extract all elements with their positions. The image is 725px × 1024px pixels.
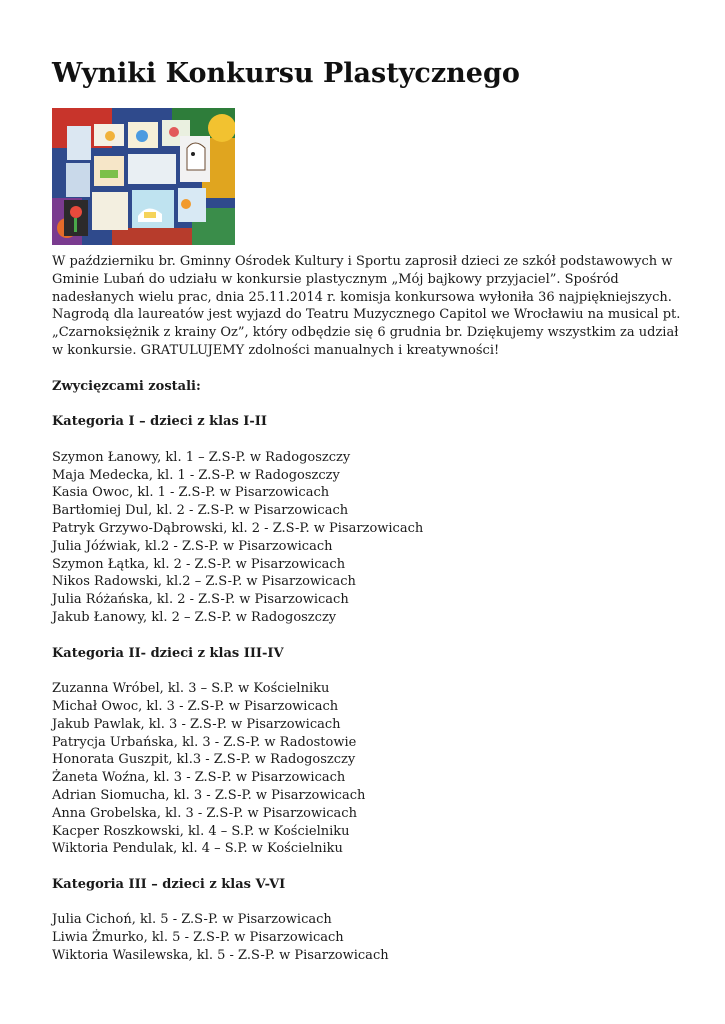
list-item: Szymon Łanowy, kl. 1 – Z.S-P. w Radogoszczy xyxy=(52,449,351,465)
list-item: Maja Medecka, kl. 1 - Z.S-P. w Radogoszczy xyxy=(52,467,340,483)
list-item: Nikos Radowski, kl.2 – Z.S-P. w Pisarzowicach xyxy=(52,574,356,590)
list-item: Julia Różańska, kl. 2 - Z.S-P. w Pisarzowicach xyxy=(52,592,349,608)
winners-list xyxy=(52,449,682,627)
list-item: Michał Owoc, kl. 3 - Z.S-P. w Pisarzowicach xyxy=(52,698,339,714)
category-heading: Kategoria I – dzieci z klas I-II xyxy=(52,414,267,430)
list-item: Szymon Łątka, kl. 2 - Z.S-P. w Pisarzowicach xyxy=(52,556,346,572)
winners-list xyxy=(52,680,682,858)
category-heading: Kategoria III – dzieci z klas V-VI xyxy=(52,876,286,892)
page-title: Wyniki Konkursu Plastycznego xyxy=(52,58,520,89)
list-item: Zuzanna Wróbel, kl. 3 – S.P. w Kościelniku xyxy=(52,681,330,697)
list-item: Wiktoria Pendulak, kl. 4 – S.P. w Kościelniku xyxy=(52,841,343,857)
artwork-photo-image xyxy=(52,108,235,245)
list-item: Liwia Żmurko, kl. 5 - Z.S-P. w Pisarzowicach xyxy=(52,930,344,946)
list-item: Julia Jóźwiak, kl.2 - Z.S-P. w Pisarzowicach xyxy=(52,538,333,554)
list-item: Patryk Grzywo-Dąbrowski, kl. 2 - Z.S-P. w Pisarzowicach xyxy=(52,520,424,536)
list-item: Anna Grobelska, kl. 3 - Z.S-P. w Pisarzowicach xyxy=(52,805,357,821)
artwork-photo xyxy=(52,108,235,245)
list-item: Bartłomiej Dul, kl. 2 - Z.S-P. w Pisarzowicach xyxy=(52,503,349,519)
winners-list xyxy=(52,911,682,964)
list-item: Honorata Guszpit, kl.3 - Z.S-P. w Radogoszczy xyxy=(52,752,356,768)
list-item: Żaneta Woźna, kl. 3 - Z.S-P. w Pisarzowicach xyxy=(52,770,346,786)
list-item: Kasia Owoc, kl. 1 - Z.S-P. w Pisarzowicach xyxy=(52,485,330,501)
list-item: Patrycja Urbańska, kl. 3 - Z.S-P. w Radostowie xyxy=(52,734,357,750)
list-item: Adrian Siomucha, kl. 3 - Z.S-P. w Pisarzowicach xyxy=(52,787,366,803)
list-item: Julia Cichoń, kl. 5 - Z.S-P. w Pisarzowicach xyxy=(52,912,332,928)
intro-paragraph: W październiku br. Gminny Ośrodek Kultury i Sportu zaprosił dzieci ze szkół podstawowych w Gminie Lubań do udziału w konkursie plastycznym „Mój bajkowy przyjaciel”. Spośród nadesłanych wielu prac, dnia 25.11.2014 r. komisja konkursowa wyłoniła 36 najpiękniejszych. Nagrodą dla laureatów jest wyjazd do Teatru Muzycznego Capitol we Wrocławiu na musical pt. „Czarnoksiężnik z krainy Oz”, który odbędzie się 6 grudnia br. Dziękujemy wszystkim za udział w konkursie. GRATULUJEMY zdolności manualnych i kreatywności! xyxy=(52,254,681,358)
list-item: Jakub Łanowy, kl. 2 – Z.S-P. w Radogoszczy xyxy=(52,609,337,625)
winners-heading: Zwycięzcami zostali: xyxy=(52,378,201,394)
list-item: Jakub Pawlak, kl. 3 - Z.S-P. w Pisarzowicach xyxy=(52,716,341,732)
category-heading: Kategoria II- dzieci z klas III-IV xyxy=(52,645,284,661)
list-item: Wiktoria Wasilewska, kl. 5 - Z.S-P. w Pisarzowicach xyxy=(52,948,389,964)
article-body xyxy=(52,253,682,983)
list-item: Kacper Roszkowski, kl. 4 – S.P. w Kościelniku xyxy=(52,823,350,839)
